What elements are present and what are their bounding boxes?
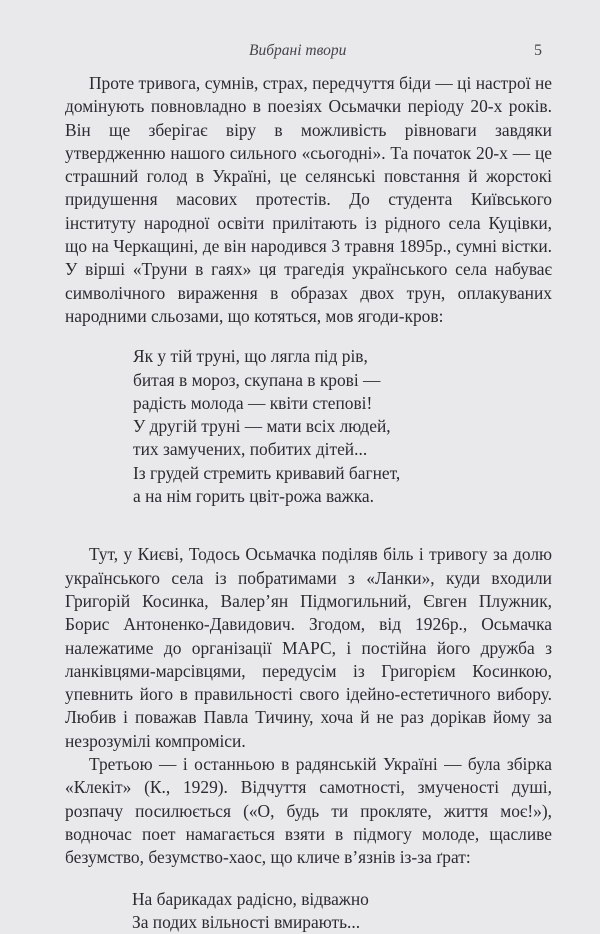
verse-quote-2 [65,888,552,934]
verse-line: радість молода — квіти степові! [133,392,552,415]
page-number: 5 [534,42,542,60]
paragraph-1: Проте тривога, сумнів, страх, передчуття біди — ці настрої не домінують повновладно в поезіях Осьмачки періоду 20-х років. Він ще зберігає віру в можливість рівноваги завдяки утвердженню нашого сильного «сьогодні». Та початок 20-х — це страшний голод в Україні, це селянські повстання й жорстокі придушення масових протестів. До студента Київського інституту народної освіти прилітають із рідного села Куцівки, що на Черкащині, де він народився 3 травня 1895р., сумні вістки. У вірші «Труни в гаях» ця трагедія українського села набуває символічного вираження в образах двох трун, оплакуваних народними сльозами, що котяться, мов ягоди-кров: [65,72,552,328]
paragraph-3: Третьою — і останньою в радянській Україні — була збірка «Клекіт» (К., 1929). Відчуття самотності, змученості душі, розпачу посилюється («О, будь ти прокляте, життя моє!»), водночас поет намагається взяти в підмогу молоде, щасливе безумство, безумство-хаос, що кличе в’язнів із-за ґрат: [65,753,552,869]
running-title: Вибрані твори [249,42,346,60]
verse-line: У другій труні — мати всіх людей, [133,415,552,438]
verse-line: За подих вільності вмирають... [132,911,552,934]
verse-line: На барикадах радісно, відважно [132,888,552,911]
page-body [65,72,552,934]
verse-line: а на нім горить цвіт-рожа важка. [133,485,552,508]
running-head [0,42,600,62]
verse-line: битая в мороз, скупана в крові — [133,369,552,392]
verse-line: Із грудей стремить кривавий багнет, [133,462,552,485]
verse-line: Як у тій труні, що лягла під рів, [133,345,552,368]
verse-quote-1 [65,345,552,508]
paragraph-2: Тут, у Києві, Тодось Осьмачка поділяв біль і тривогу за долю українського села із побратимами з «Ланки», куди входили Григорій Косинка, Валер’ян Підмогильний, Євген Плужник, Борис Антоненко-Давидович. Згодом, від 1926р., Осьмачка належатиме до організації МАРС, і постійна його дружба з ланківцями-марсівцями, передусім із Григорієм Косинкою, упевнить його в правильності свого ідейно-естетичного вибору. Любив і поважав Павла Тичину, хоча й не раз дорікав йому за незрозумілі компроміси. [65,543,552,753]
verse-line: тих замучених, побитих дітей... [133,438,552,461]
